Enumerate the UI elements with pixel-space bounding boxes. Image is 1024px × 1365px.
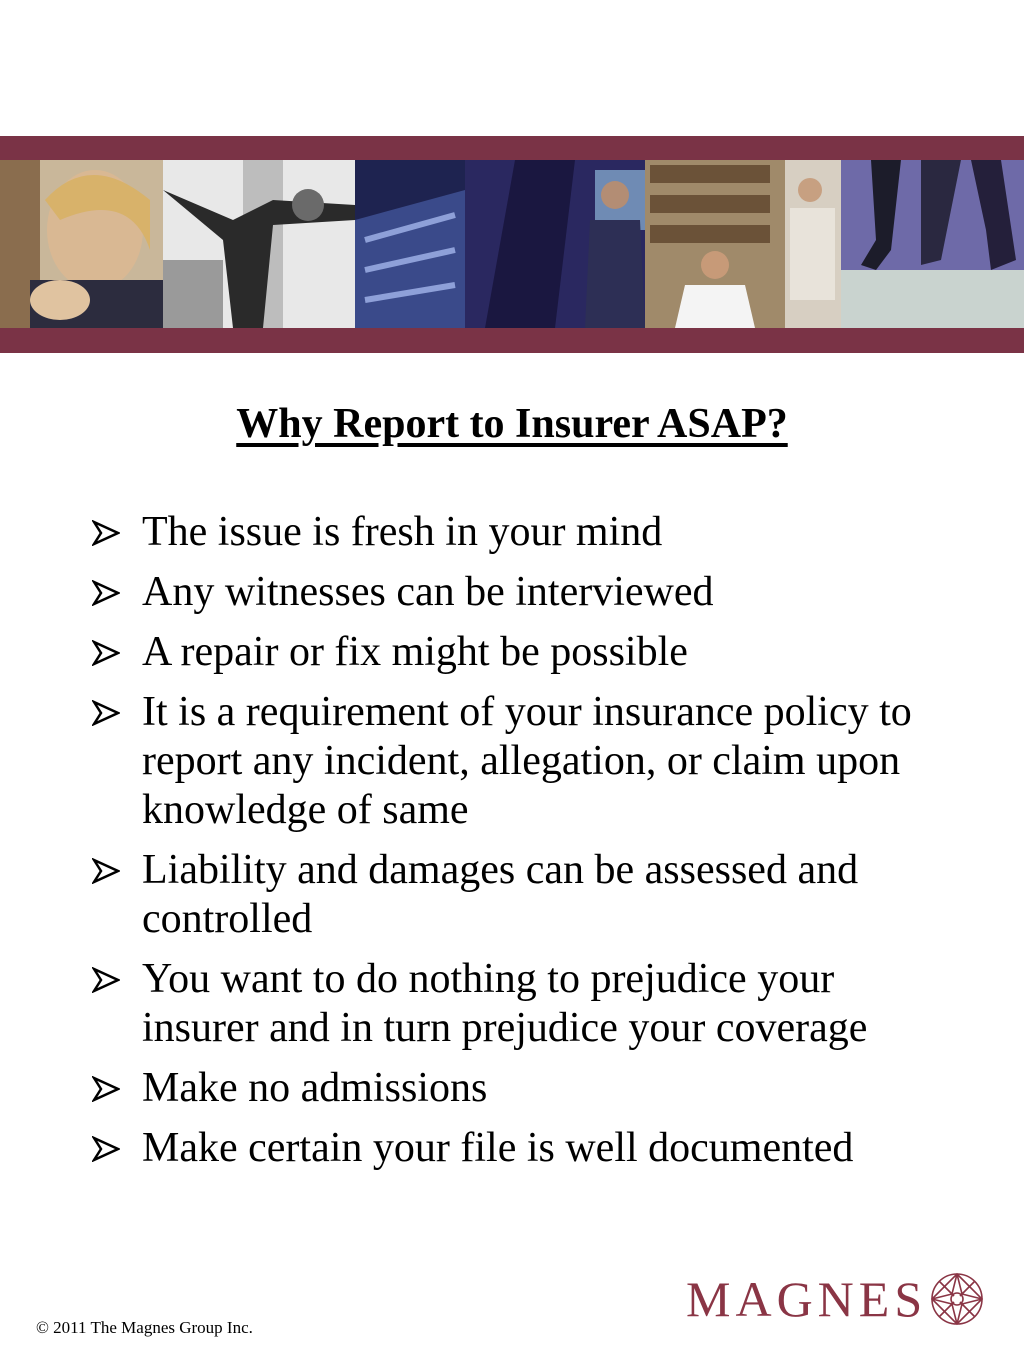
bullet-text: The issue is fresh in your mind [142,509,663,555]
bullet-text: Any witnesses can be interviewed [142,569,714,615]
list-item [90,846,960,944]
arrow-bullet-icon [92,967,120,993]
man-arms-outstretched-city-photo [163,160,355,328]
bullet-text: Make certain your file is well documented [142,1125,854,1171]
header-banner [0,136,1024,353]
law-library-meeting-photo [645,160,841,328]
people-walking-legs-photo [841,160,1024,328]
bullet-text: Make no admissions [142,1065,488,1111]
list-item [90,1124,960,1173]
bullet-list [90,508,960,1184]
list-item [90,568,960,617]
arrow-bullet-icon [92,858,120,884]
bullet-text: A repair or fix might be possible [142,629,688,675]
woman-thinking-photo [0,160,163,328]
list-item [90,628,960,677]
logo-wordmark: MAGNES [686,1271,928,1327]
arrow-bullet-icon [92,520,120,546]
compass-rose-logo-icon [929,1271,985,1327]
arrow-bullet-icon [92,580,120,606]
business-people-walking-photo [465,160,645,328]
slide-title: Why Report to Insurer ASAP? [236,401,788,447]
arrow-bullet-icon [92,640,120,666]
bullet-text: Liability and damages can be assessed and controlled [142,847,859,942]
list-item [90,1064,960,1113]
office-building-windows-photo [355,160,465,328]
magnes-logo [686,1268,985,1330]
list-item [90,955,960,1053]
bullet-text: It is a requirement of your insurance policy to report any incident, allegation, or claim upon knowledge of same [142,689,912,833]
list-item [90,508,960,557]
arrow-bullet-icon [92,1136,120,1162]
arrow-bullet-icon [92,700,120,726]
photo-strip [0,160,1024,328]
copyright-text: © 2011 The Magnes Group Inc. [36,1318,253,1337]
arrow-bullet-icon [92,1076,120,1102]
bullet-text: You want to do nothing to prejudice your insurer and in turn prejudice your coverage [142,956,868,1051]
list-item [90,688,960,835]
